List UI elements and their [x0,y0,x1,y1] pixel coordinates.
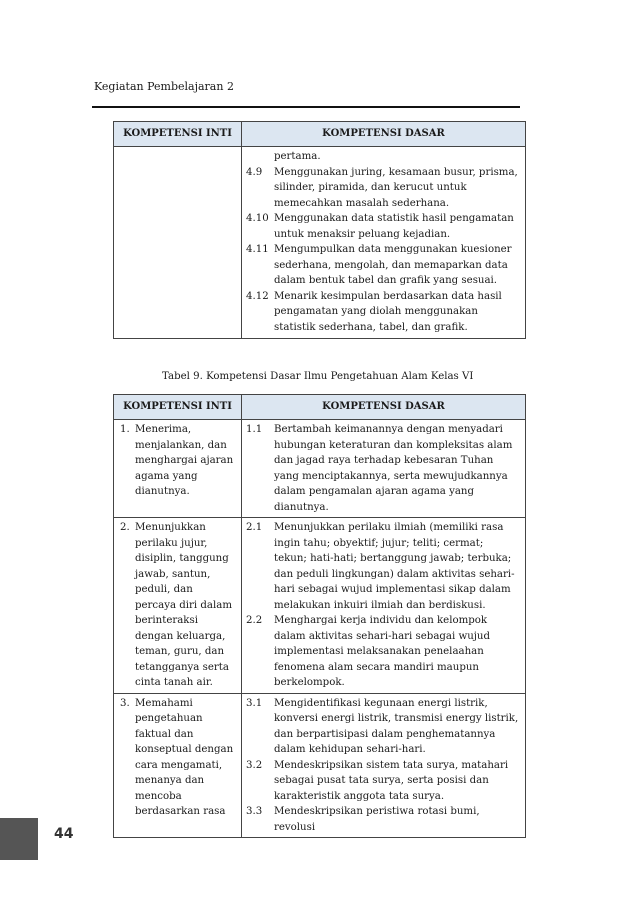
table-header-row [114,395,526,420]
kd-item: 2.1 Menunjukkan perilaku ilmiah (memiliki rasa ingin tahu; obyektif; jujur; teliti; cermat; tekun; hati-hati; bertanggung jawab; terbuka; dan peduli lingkungan) dalam aktivitas sehari-hari sebagai wujud implementasi sikap dalam melakukan inkuiri ilmiah dan berdiskusi. [246,522,515,611]
running-header: Kegiatan Pembelajaran 2 [94,80,234,93]
table-row [114,518,526,694]
kd-item: 3.1 Mengidentifikasi kegunaan energi listrik, konversi energi listrik, transmisi energy listrik, dan berpartisipasi dalam penghematannya dalam kehidupan sehari-hari. [246,697,519,755]
kd-item: 3.2 Mendeskripsikan sistem tata surya, matahari sebagai pusat tata surya, serta posisi dan karakteristik anggota tata surya. [246,759,509,802]
kd-cell [242,420,526,518]
header-kompetensi-dasar: KOMPETENSI DASAR [242,395,526,420]
kd-cell [242,147,526,339]
kd-item: 4.10 Menggunakan data statistik hasil pengamatan untuk menaksir peluang kejadian. [246,213,514,240]
competency-table-continued [113,121,526,339]
ki-text: Menunjukkan perilaku jujur, disiplin, tanggung jawab, santun, peduli, dan percaya diri dalam berinteraksi dengan keluarga, teman, guru, dan tetangganya serta cinta tanah air. [135,522,233,688]
table-header-row [114,122,526,147]
table-row [114,693,526,838]
page-number-tab [0,818,38,860]
ki-cell: 1. Menerima, menjalankan, dan menghargai ajaran agama yang dianutnya. [114,420,242,518]
kd-item: 4.9 Menggunakan juring, kesamaan busur, prisma, silinder, piramida, dan kerucut untuk memecahkan masalah sederhana. [246,166,518,209]
header-kompetensi-inti: KOMPETENSI INTI [114,122,242,147]
kd-item: 1.1 Bertambah keimanannya dengan menyadari hubungan keteraturan dan kompleksitas alam dan jagad raya terhadap kebesaran Tuhan yang menciptakannya, serta mewujudkannya dalam pengamalan ajaran agama yang dianutnya. [246,424,513,513]
ki-cell: 2. Menunjukkan perilaku jujur, disiplin, tanggung jawab, santun, peduli, dan percaya diri dalam berinteraksi dengan keluarga, teman, guru, dan tetangganya serta cinta tanah air. [114,518,242,694]
header-kompetensi-inti: KOMPETENSI INTI [114,395,242,420]
table-row [114,147,526,339]
kd-item: 4.12 Menarik kesimpulan berdasarkan data hasil pengamatan yang diolah menggunakan statistik sederhana, tabel, dan grafik. [246,290,502,333]
table-row [114,420,526,518]
competency-table-ipa [113,394,526,838]
kd-item: pertama. [274,151,321,162]
kd-item: 3.3 Mendeskripsikan peristiwa rotasi bumi, revolusi [246,806,480,833]
kd-cell [242,693,526,838]
table-caption: Tabel 9. Kompetensi Dasar Ilmu Pengetahuan Alam Kelas VI [162,371,474,382]
page-number: 44 [54,826,74,842]
ki-cell-empty [114,147,242,339]
kd-item: 2.2 Menghargai kerja individu dan kelompok dalam aktivitas sehari-hari sebagai wujud implementasi melaksanakan penelaahan fenomena alam secara mandiri maupun berkelompok. [246,615,491,688]
ki-cell: 3. Memahami pengetahuan faktual dan konseptual dengan cara mengamati, menanya dan mencoba berdasarkan rasa [114,693,242,838]
kd-cell [242,518,526,694]
header-rule [92,106,520,108]
kd-item: 4.11 Mengumpulkan data menggunakan kuesioner sederhana, mengolah, dan memaparkan data dalam bentuk tabel dan grafik yang sesuai. [246,244,512,286]
ki-text: Memahami pengetahuan faktual dan konseptual dengan cara mengamati, menanya dan mencoba berdasarkan rasa [135,697,234,817]
ki-text: Menerima, menjalankan, dan menghargai ajaran agama yang dianutnya. [135,424,234,497]
header-kompetensi-dasar: KOMPETENSI DASAR [242,122,526,147]
